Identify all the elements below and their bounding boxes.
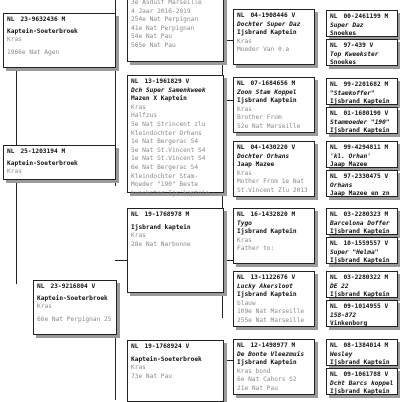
pigeon-subtitle: Ijsbrand Kaptein xyxy=(330,98,390,106)
ring-number: NL 97-439 V xyxy=(330,42,374,49)
pigeon-subtitle: Vinkenborg xyxy=(330,320,368,328)
pedigree-card-dam[interactable] xyxy=(33,280,117,335)
result-line: 109e Nat Marseille xyxy=(237,308,305,316)
pedigree-card-g4-8[interactable] xyxy=(326,271,398,298)
result-line: kweekster Ijs kaptein xyxy=(131,189,210,197)
pedigree-card-g4-2[interactable] xyxy=(326,78,398,105)
pigeon-name: Ijsbrand kaptein xyxy=(131,223,191,231)
result-line: 41e Nat Perpignan xyxy=(131,24,195,32)
pigeon-name: DE 22 xyxy=(330,282,349,290)
pigeon-subtitle: Jaap Mazee en zn xyxy=(330,190,390,198)
pedigree-card-g4-10[interactable] xyxy=(326,339,398,366)
result-line: 6e Nat Cahors S2 xyxy=(237,376,297,384)
pigeon-name: Orhans xyxy=(330,181,353,189)
pigeon-subtitle: Jaap Mazee xyxy=(237,161,275,169)
owner: blauw xyxy=(237,299,256,307)
ring-number: NL 23-9632436 M xyxy=(7,16,66,23)
pedigree-card-sire[interactable] xyxy=(3,13,116,68)
ring-number: NL 23-9216804 V xyxy=(37,283,96,290)
connector-line xyxy=(16,172,17,284)
pigeon-name: Stammoeder "190" xyxy=(330,118,390,126)
pedigree-card-g4-5[interactable] xyxy=(326,170,398,197)
pigeon-subtitle: Jaap Mazee xyxy=(330,161,368,169)
result-line: 21e Nat Pau xyxy=(237,384,278,392)
result-line: 1e Nat St.Vincent S4 xyxy=(131,155,206,163)
owner: Kras xyxy=(237,236,252,244)
ring-number: NL 19-1768924 V xyxy=(131,343,190,350)
connector-line xyxy=(115,260,127,261)
pigeon-name: De Bonte Vleezmuis xyxy=(237,350,305,358)
pigeon-name: Tygo xyxy=(237,219,252,227)
ring-number: NL 13-1122676 V xyxy=(237,274,296,281)
pedigree-card-g3-0[interactable] xyxy=(233,9,315,65)
ring-number: NL 03-2280322 M xyxy=(330,274,389,281)
pigeon-subtitle: Ijsbrand Kaptein xyxy=(330,127,390,135)
pedigree-card-g2-3[interactable] xyxy=(127,340,224,402)
pigeon-name: 'kl. Orhan' xyxy=(330,152,371,160)
pigeon-subtitle: Ijsbrand Kaptein xyxy=(330,388,390,396)
pedigree-card-g4-1[interactable] xyxy=(326,39,398,66)
result-line: Kleindochter Stam- xyxy=(131,172,199,180)
pigeon-name: "Stamkoffer" xyxy=(330,89,375,97)
pedigree-card-g4-11[interactable] xyxy=(326,368,398,395)
pigeon-subtitle: Ijsbrand Kaptein xyxy=(330,228,390,236)
result-line: Mother From 1e Nat xyxy=(237,178,305,186)
result-line: 5e Nat St.Vincent S4 xyxy=(131,146,206,154)
ring-number: NL 00-2461199 M xyxy=(330,13,389,20)
pedigree-card-g3-1[interactable] xyxy=(233,77,315,133)
pigeon-name: Lucky Akersloot xyxy=(237,282,293,290)
result-line: 6e Nat Bergerac S4 xyxy=(131,163,199,171)
ring-number: NL 03-2280323 M xyxy=(330,211,389,218)
pedigree-card-g3-2[interactable] xyxy=(233,141,315,197)
pigeon-subtitle: Ijsbrand Kaptein xyxy=(330,291,390,299)
pedigree-card-root[interactable] xyxy=(3,145,116,180)
pigeon-subtitle: Snoekes xyxy=(330,59,357,67)
pedigree-card-g2-0[interactable] xyxy=(127,0,224,62)
pigeon-name: Super Daz xyxy=(330,21,364,29)
result-line: 565e Nat Pau xyxy=(131,41,176,49)
ring-number: NL 99-4294811 M xyxy=(330,144,389,151)
pigeon-name: Dch Super Samenkweek xyxy=(131,86,206,94)
ring-number: NL 13-1961829 V xyxy=(131,78,190,85)
result-line: 5e Nat Strincent zlu xyxy=(131,120,206,128)
ring-number: NL 16-1432820 M xyxy=(237,211,296,218)
pedigree-card-g4-6[interactable] xyxy=(326,208,398,235)
pigeon-name: Dochter Orhans xyxy=(237,152,290,160)
pigeon-name: Kaptein-Soeterbroek xyxy=(7,27,78,35)
result-line: Brother From xyxy=(237,114,282,122)
ring-number: NL 07-1684656 M xyxy=(237,80,296,87)
pedigree-card-g2-2[interactable] xyxy=(127,208,224,293)
owner: Kras xyxy=(131,103,146,111)
ring-number: NL 25-1203194 M xyxy=(7,148,66,155)
owner: Kras xyxy=(237,37,252,45)
pedigree-card-g4-4[interactable] xyxy=(326,141,398,168)
result-line: Moeder "190" Beste xyxy=(131,181,199,189)
pedigree-card-g3-5[interactable] xyxy=(233,339,315,395)
result-line: 3e Asduif Marseille xyxy=(131,0,202,6)
pigeon-name: Kaptein-Soeterbroek xyxy=(131,355,202,363)
pigeon-subtitle: Ijsbrand Kaptein xyxy=(237,291,297,299)
pigeon-subtitle: Ijsbrand Kaptein xyxy=(330,359,390,367)
pigeon-name: Super "Helma" xyxy=(330,248,379,256)
owner: Kras xyxy=(237,105,252,113)
pedigree-card-g2-1[interactable] xyxy=(127,75,224,197)
result-line: 28e Nat Narbonne xyxy=(131,240,191,248)
owner: Kras xyxy=(7,168,22,176)
ring-number: NL 97-2330475 V xyxy=(330,173,389,180)
result-line: 254e Nat Perpignan xyxy=(131,16,199,24)
result-line: Halfzus xyxy=(131,112,158,120)
result-line: 1966e Nat Agen xyxy=(7,48,60,56)
result-line: 1e Nat Bergerac S4 xyxy=(131,138,199,146)
pigeon-subtitle: Ijsbrand Kaptein xyxy=(237,29,297,37)
ring-number: NL 09-1061788 V xyxy=(330,371,389,378)
result-line: Moeder Van 0.a xyxy=(237,46,290,54)
pigeon-subtitle: Ijsbrand Kaptein xyxy=(237,97,297,105)
result-line: St.Vincent Zlu 2013 xyxy=(237,186,308,194)
pigeon-name: Barcelona Doffer xyxy=(330,219,390,227)
pedigree-card-g4-0[interactable] xyxy=(326,10,398,37)
result-line: 66e Nat Perpignan 25 xyxy=(37,315,112,323)
result-line: 54e Nat Pau xyxy=(131,33,172,41)
owner: Kras xyxy=(7,36,22,44)
pedigree-card-g3-3[interactable] xyxy=(233,208,315,264)
pigeon-name: Kaptein-Soeterbroek xyxy=(37,294,108,302)
pigeon-name: Kaptein-Soeterbroek xyxy=(7,159,78,167)
result-line: 255e Nat Marseille xyxy=(237,316,305,324)
ring-number: NL 09-1014955 V xyxy=(330,303,389,310)
pigeon-name: Dochter Super Daz xyxy=(237,20,301,28)
ring-number: NL 99-2201682 M xyxy=(330,81,389,88)
owner: Kras xyxy=(37,303,52,311)
result-line: 73e Nat Pau xyxy=(131,372,172,380)
connector-line xyxy=(16,60,17,145)
pigeon-subtitle: Mazen X Kaptein xyxy=(131,95,187,103)
owner: Kras xyxy=(131,232,146,240)
pedigree-card-g4-9[interactable] xyxy=(326,300,398,327)
pigeon-name: Zoon Stam Koppel xyxy=(237,88,297,96)
pigeon-subtitle: Ijsbrand Kaptein xyxy=(237,359,297,367)
result-line: 52e Nat Marseille xyxy=(237,122,301,130)
owner: Kras bond xyxy=(237,367,271,375)
pigeon-name: Dcht Barcs koppel xyxy=(330,379,394,387)
ring-number: NL 10-1559557 V xyxy=(330,240,389,247)
result-line: Kleindochter Orhans xyxy=(131,129,202,137)
owner: Kras xyxy=(131,364,146,372)
pigeon-subtitle: Snoekes xyxy=(330,30,357,38)
ring-number: NL 01-1680190 V xyxy=(330,110,389,117)
pedigree-card-g3-4[interactable] xyxy=(233,271,315,327)
result-line: Father to: xyxy=(237,245,275,253)
pigeon-subtitle: Ijsbrand Kaptein xyxy=(237,228,297,236)
owner: Kras xyxy=(237,169,252,177)
pigeon-name: Wesley xyxy=(330,350,353,358)
ring-number: NL 12-1498977 M xyxy=(237,342,296,349)
result-line: 4 Jaar 2016-2019 xyxy=(131,7,191,15)
ring-number: NL 04-1430220 V xyxy=(237,144,296,151)
pigeon-name: Top Kweekster xyxy=(330,50,379,58)
pigeon-subtitle: Ijsbrand Kaptein xyxy=(330,257,390,265)
pigeon-name: 158-872 xyxy=(330,311,357,319)
ring-number: NL 08-1384014 M xyxy=(330,342,389,349)
ring-number: NL 04-1908446 V xyxy=(237,12,296,19)
pedigree-card-g4-7[interactable] xyxy=(326,237,398,264)
ring-number: NL 19-1768978 M xyxy=(131,211,190,218)
pedigree-card-g4-3[interactable] xyxy=(326,107,398,134)
